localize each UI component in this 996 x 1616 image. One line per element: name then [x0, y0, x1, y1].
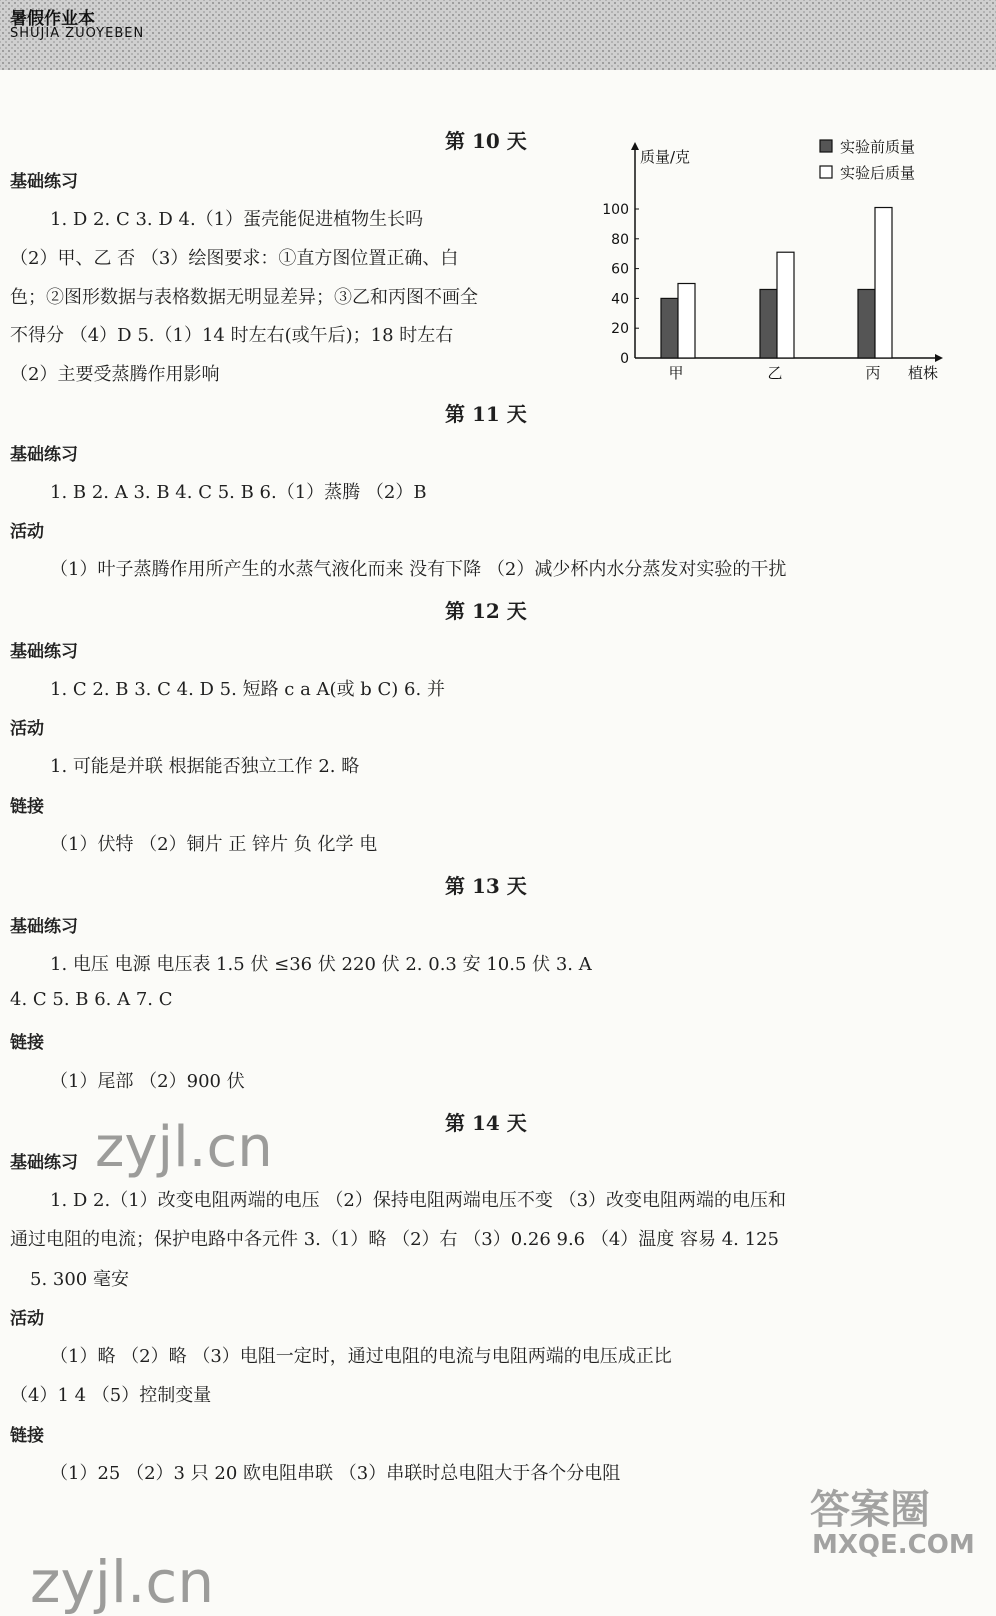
bar-before-0 [661, 298, 678, 358]
page-header [0, 0, 996, 70]
day14-section-activity: 活动 [10, 1309, 44, 1329]
day10-line2: （2）甲、乙 否 （3）绘图要求：①直方图位置正确、白 [10, 248, 459, 269]
day14-line6: （1）25 （2）3 只 20 欧电阻串联 （3）串联时总电阻大于各个分电阻 [50, 1463, 621, 1484]
day12-line1: 1. C 2. B 3. C 4. D 5. 短路 c a A(或 b C) 6. 并 [50, 679, 445, 700]
day14-section-link: 链接 [10, 1426, 44, 1446]
header-subtitle: SHUJIA ZUOYEBEN [10, 26, 145, 41]
day13-line1: 1. 电压 电源 电压表 1.5 伏 ≤36 伏 220 伏 2. 0.3 安 10.5 伏 3. A [50, 954, 592, 975]
day11-section-activity: 活动 [10, 522, 44, 542]
category-label-2: 丙 [865, 364, 881, 382]
day10-line5: （2）主要受蒸腾作用影响 [10, 364, 220, 385]
day11-line2: （1）叶子蒸腾作用所产生的水蒸气液化而来 没有下降 （2）减少杯内水分蒸发对实验的干扰 [50, 559, 787, 580]
day13-section-link: 链接 [10, 1033, 44, 1053]
day14-section-basic: 基础练习 [10, 1153, 78, 1173]
bar-after-1 [777, 252, 794, 358]
day14-line3: 5. 300 毫安 [30, 1269, 129, 1290]
day12-section-activity: 活动 [10, 719, 44, 739]
bar-before-1 [760, 289, 777, 358]
legend-swatch-0 [820, 140, 832, 152]
day10-section-basic: 基础练习 [10, 172, 78, 192]
category-label-0: 甲 [668, 364, 684, 382]
watermark-zyjl-top: zyjl.cn [95, 1115, 273, 1180]
bar-after-0 [678, 284, 695, 359]
day13-section-basic: 基础练习 [10, 917, 78, 937]
day14-line4: （1）略 （2）略 （3）电阻一定时，通过电阻的电流与电阻两端的电压成正比 [50, 1346, 672, 1367]
bar-after-2 [875, 208, 892, 358]
watermark-zyjl-bottom: zyjl.cn [30, 1548, 215, 1616]
legend-label-0: 实验前质量 [840, 138, 916, 156]
bar-chart [590, 130, 990, 395]
day14-line5: （4）1 4 （5）控制变量 [10, 1385, 212, 1406]
y-axis-arrow [631, 142, 639, 150]
bar-before-2 [858, 289, 875, 358]
x-axis-label: 植株 [908, 364, 939, 382]
watermark-mxqe: MXQE.COM [812, 1530, 975, 1560]
watermark-daanquan: 答案圈 [810, 1487, 930, 1533]
legend-label-1: 实验后质量 [840, 164, 916, 182]
y-tick-label-40: 40 [611, 291, 629, 308]
day12-title: 第 12 天 [445, 599, 527, 623]
x-axis-arrow [935, 354, 943, 362]
day14-line2: 通过电阻的电流；保护电路中各元件 3.（1）略 （2）右 （3）0.26 9.6 （4）温度 容易 4. 125 [10, 1229, 779, 1250]
day11-line1: 1. B 2. A 3. B 4. C 5. B 6.（1）蒸腾 （2）B [50, 482, 427, 503]
legend-swatch-1 [820, 166, 832, 178]
category-label-1: 乙 [767, 364, 783, 382]
day14-title: 第 14 天 [445, 1111, 527, 1135]
y-tick-label-80: 80 [611, 231, 629, 248]
day12-section-link: 链接 [10, 797, 44, 817]
day14-line1: 1. D 2.（1）改变电阻两端的电压 （2）保持电阻两端电压不变 （3）改变电阻两端的电压和 [50, 1190, 787, 1211]
day12-section-basic: 基础练习 [10, 642, 78, 662]
y-tick-label-0: 0 [620, 351, 629, 367]
y-tick-label-60: 60 [611, 261, 629, 278]
day13-title: 第 13 天 [445, 874, 527, 898]
header-title: 暑假作业本 [10, 9, 95, 29]
y-tick-label-20: 20 [611, 321, 629, 338]
day12-line3: （1）伏特 （2）铜片 正 锌片 负 化学 电 [50, 834, 378, 855]
day10-line3: 色；②图形数据与表格数据无明显差异；③乙和丙图不画全 [10, 287, 478, 308]
day10-title: 第 10 天 [445, 129, 527, 153]
day11-title: 第 11 天 [445, 402, 527, 426]
day12-line2: 1. 可能是并联 根据能否独立工作 2. 略 [50, 756, 360, 777]
day10-line1: 1. D 2. C 3. D 4.（1）蛋壳能促进植物生长吗 [50, 209, 424, 230]
day10-line4: 不得分 （4）D 5.（1）14 时左右(或午后)；18 时左右 [10, 325, 454, 346]
y-axis-label: 质量/克 [640, 148, 691, 166]
y-tick-label-100: 100 [602, 202, 629, 218]
day11-section-basic: 基础练习 [10, 445, 78, 465]
day13-line2: 4. C 5. B 6. A 7. C [10, 989, 173, 1010]
day13-line3: （1）尾部 （2）900 伏 [50, 1071, 245, 1092]
